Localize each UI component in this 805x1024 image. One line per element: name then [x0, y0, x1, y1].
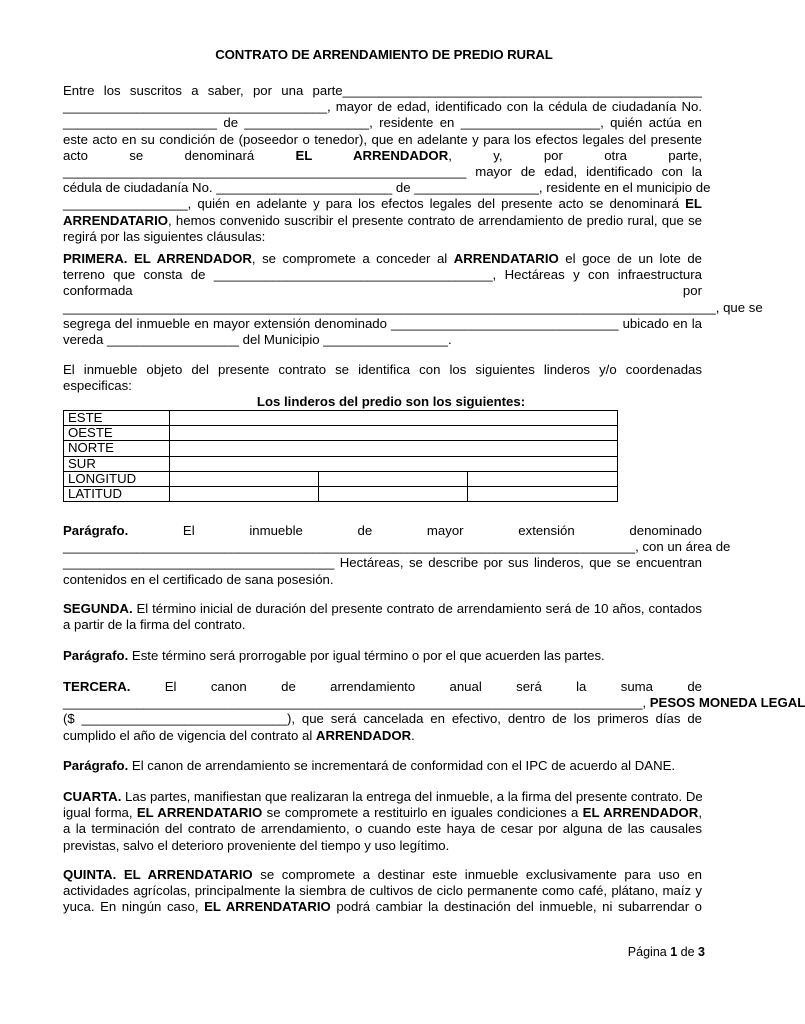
text-line: TERCERA. El canon de arrendamiento anual será la suma de [63, 679, 702, 694]
paragrafo-3 [63, 758, 702, 774]
text-line: _________________________________________________________________________________________, que se [63, 299, 763, 315]
clause-quinta [63, 867, 702, 916]
text-line: este acto en su condición de (poseedor o tenedor), que en adelante y para los efectos legales del presente [63, 131, 702, 147]
linderos-table [63, 410, 618, 502]
table-row [64, 426, 618, 441]
row-label: LATITUD [64, 486, 170, 501]
text-line: PRIMERA. EL ARRENDADOR, se compromete a conceder al ARRENDATARIO el goce de un lote de [63, 251, 703, 266]
table-cell [170, 471, 319, 486]
text-line: ($ ____________________________), que será cancelada en efectivo, dentro de los primeros días de [63, 711, 702, 727]
paragrafo-2 [63, 648, 702, 664]
table-cell [170, 411, 618, 426]
text-line: El inmueble objeto del presente contrato se identifica con los siguientes linderos y/o coordenadas [63, 362, 702, 377]
table-cell [170, 426, 618, 441]
text-line: _________________, quién en adelante y para los efectos legales del presente acto se denominará EL [63, 196, 702, 212]
text-line: SEGUNDA. El término inicial de duración del presente contrato de arrendamiento será de 10 años, contados [63, 601, 702, 616]
text-line: Parágrafo. Este término será prorrogable por igual término o por el que acuerden las partes. [63, 648, 605, 663]
text-line: contenidos en el certificado de sana posesión. [63, 571, 334, 587]
table-row [64, 456, 618, 471]
clause-tercera [63, 679, 805, 744]
text-line: vereda __________________ del Municipio _________________. [63, 331, 452, 347]
table-cell [468, 471, 618, 486]
text-line: _____________________ de _________________, residente en ___________________, quién actúa en [63, 115, 702, 131]
text-line: ARRENDATARIO, hemos convenido suscribir el presente contrato de arrendamiento de predio rural, que se [63, 212, 702, 228]
text-line: a la terminación del contrato de arrendamiento, o cuando este haya de cesar por alguna de las causales [63, 821, 702, 837]
document-title: CONTRATO DE ARRENDAMIENTO DE PREDIO RURAL [215, 47, 553, 62]
text-line: cumplido el año de vigencia del contrato al ARRENDADOR. [63, 727, 415, 743]
text-line: _______________________________________________________________________________, PESOS MONEDA LEGAL [63, 695, 805, 711]
table-cell [170, 456, 618, 471]
table-cell [170, 486, 319, 501]
text-line: regirá por las siguientes cláusulas: [63, 228, 266, 244]
text-line: _______________________________________________________ mayor de edad, identificado con la [63, 163, 702, 179]
text-line: ______________________________________________________________________________, con un área de [63, 539, 731, 555]
text-line: Parágrafo. El inmueble de mayor extensión denominado [63, 523, 702, 538]
row-label: NORTE [64, 441, 170, 456]
table-cell [170, 441, 618, 456]
text-line: a partir de la firma del contrato. [63, 617, 246, 633]
inmueble-paragraph [63, 362, 702, 394]
paragrafo-1 [63, 523, 731, 588]
text-line: conformada por [63, 283, 702, 299]
text-line: previstas, salvo el deterioro proveniente del tiempo y uso legítimo. [63, 837, 450, 853]
clause-primera [63, 251, 763, 348]
table-cell [468, 486, 618, 501]
row-label: OESTE [64, 426, 170, 441]
text-line: segrega del inmueble en mayor extensión denominado _______________________________ ubicado en la [63, 315, 702, 331]
text-line: especificas: [63, 378, 132, 394]
row-label: ESTE [64, 411, 170, 426]
table-caption-wrap [0, 394, 768, 410]
intro-paragraph [63, 83, 711, 245]
text-line: Parágrafo. El canon de arrendamiento se incrementará de conformidad con el IPC de acuerdo al DANE. [63, 758, 676, 773]
text-line: actividades agrícolas, principalmente la siembra de cultivos de ciclo permanente como café, plátano, maíz y [63, 883, 702, 899]
table-row [64, 441, 618, 456]
text-line: CUARTA. Las partes, manifiestan que realizaran la entrega del inmueble, a la firma del presente contrato. De [63, 789, 703, 804]
text-line: igual forma, EL ARRENDATARIO se compromete a restituirlo en iguales condiciones a EL ARRENDADOR, [63, 805, 703, 821]
text-line: QUINTA. EL ARRENDATARIO se compromete a destinar este inmueble exclusivamente para uso en [63, 867, 703, 882]
text-line: ____________________________________, mayor de edad, identificado con la cédula de ciudadanía No. [63, 99, 702, 115]
row-label: SUR [64, 456, 170, 471]
page-number: Página 1 de 3 [627, 945, 705, 959]
text-line: yuca. En ningún caso, EL ARRENDATARIO podrá cambiar la destinación del inmueble, ni subarrendar o [63, 899, 702, 915]
text-line: cédula de ciudadanía No. ________________________ de _________________, residente en el municipio de [63, 180, 711, 196]
clause-segunda [63, 601, 702, 633]
table-caption: Los linderos del predio son los siguientes: [256, 394, 526, 409]
row-label: LONGITUD [64, 471, 170, 486]
text-line: Entre los suscritos a saber, por una parte_________________________________________________ [63, 83, 702, 98]
clause-cuarta [63, 789, 702, 854]
text-line: _____________________________________ Hectáreas, se describe por sus linderos, que se encuentran [63, 555, 702, 571]
text-line: acto se denominará EL ARRENDADOR, y, por otra parte, [63, 147, 703, 163]
table-cell [319, 471, 468, 486]
table-row [64, 411, 618, 426]
table-row [64, 471, 618, 486]
table-row [64, 486, 618, 501]
text-line: terreno que consta de ______________________________________, Hectáreas y con infraestructura [63, 267, 702, 283]
table-cell [319, 486, 468, 501]
